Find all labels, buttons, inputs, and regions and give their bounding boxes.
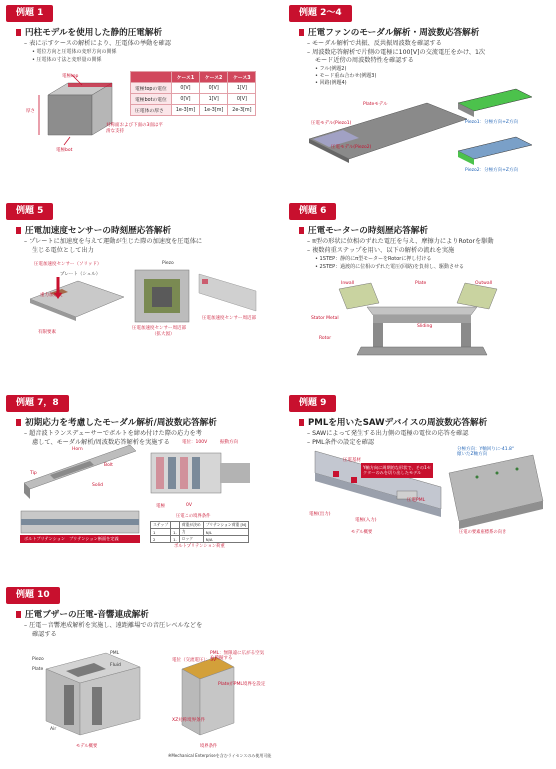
label-thickness: 厚さ — [26, 109, 35, 114]
example-2-4-sub: • モード重ね合わせ(例題3) — [315, 73, 377, 79]
example-7-8-card — [6, 395, 269, 575]
example-1-tag: 例題 1 — [6, 5, 53, 22]
label-piezo-substrate: 圧電基材 — [343, 458, 361, 463]
label-sensor-area-mesh: 圧電加速度センサー周辺部 — [202, 316, 256, 321]
example-2-4-line: – 周波数応答解析で片側の電極に100[V]の交流電圧をかけ、1次 — [307, 49, 486, 56]
example-5-tag: 例題 5 — [6, 203, 53, 220]
label-electrode-bot: 電極bot — [56, 148, 73, 153]
label-expanded: （拡大図） — [152, 332, 175, 337]
example-6-line: – 複数荷重ステップを用い、以下の解析の流れを実施 — [307, 247, 455, 254]
example-7-8-line: 慮して、モーダル解析/周波数応答解析を実施する — [32, 439, 170, 446]
license-footnote: ※Mechanical Enterpriseを含むライセンスのみ使用可能 — [168, 753, 272, 758]
label-air: Air — [50, 727, 57, 732]
label-sensor-area: 圧電加速度センサー周辺部 — [132, 326, 186, 331]
label-bolt: Bolt — [104, 463, 113, 468]
example-5-line: – プレートに加速度を与えて運動が生じた際の加速度を圧電体に — [24, 238, 203, 245]
buzzer-bc-figure — [176, 653, 238, 739]
label-electrode-output: 電極(出力) — [309, 512, 331, 517]
label-plate: Plate — [415, 281, 427, 286]
example-5-card — [6, 203, 269, 383]
label-electrode-input: 電極(入力) — [355, 518, 377, 523]
example-1-line: – 表に示すケースの解析により、圧電体の挙動を確認 — [24, 40, 171, 47]
table-header-row: ステップ 荷重が決め プリテンション荷重 [N] — [151, 522, 249, 529]
label-polarization-dir: 分極方向：Y軸回りに-41.8°傾いたZ軸方向 — [457, 447, 515, 457]
label-electrode: 電極 — [156, 504, 165, 509]
label-model-overview: モデル概要 — [351, 530, 373, 535]
label-rotor: Rotor — [319, 336, 332, 341]
example-5-title: 圧電加速度センサーの時刻歴応答解析 — [16, 224, 171, 236]
piezo1-figure — [456, 81, 536, 119]
example-9-line: – PML条件の設定を確認 — [307, 439, 375, 446]
sensor-closeup-figure — [134, 269, 190, 323]
label-piezo-bc: 圧電この境界条件 — [176, 514, 211, 519]
label-gravity: 重力加速度 — [40, 293, 63, 298]
label-horn: Horn — [72, 447, 83, 452]
example-6-line: – π型の形状に位相のずれた電圧を与え、摩擦力によりRotorを駆動 — [307, 238, 494, 245]
example-5-line: 生じる電位として出力 — [32, 247, 94, 254]
label-pml-boundary: PlateがPML境界を設定 — [218, 682, 266, 687]
label-solid: Solid — [92, 483, 103, 488]
example-2-4-sub: • 回路(例題4) — [315, 80, 347, 86]
example-9-title: PMLを用いたSAWデバイスの周波数応答解析 — [299, 416, 487, 428]
label-sliding: Sliding — [417, 324, 433, 329]
label-pml: PML — [110, 651, 120, 656]
example-9-tag: 例題 9 — [289, 395, 336, 412]
example-10-line: 確認する — [32, 631, 57, 638]
case-table — [130, 71, 256, 116]
saw-mesh-figure — [447, 453, 547, 535]
label-pretension-load: ボルトプリテンション荷重 — [174, 544, 225, 549]
example-1-sub: • 電位方向と圧電体の変形方向の関係 — [32, 49, 117, 55]
label-ac-voltage: 電位（交流電圧）：5V — [172, 658, 217, 663]
label-voltage-100v: 電位：100V — [182, 440, 208, 445]
example-6-tag: 例題 6 — [289, 203, 336, 220]
label-sensor-solid: 圧電加速度センサー（ソリッド） — [34, 262, 102, 267]
table-row: 2 1. ロック N/A — [151, 536, 249, 543]
example-7-8-tag: 例題 7，8 — [6, 395, 69, 412]
label-plate-model: Plateモデル — [363, 102, 388, 107]
label-piezo-pml: 圧電PML — [407, 498, 426, 503]
example-10-line: – 圧電－音響連成解析を実施し、遠距離場での音圧レベルなどを — [24, 622, 203, 629]
label-piezo1-model: 圧電モデル(Piezo1) — [311, 121, 352, 126]
example-2-4-title: 圧電ファンのモーダル解析・周波数応答解析 — [299, 26, 479, 38]
example-1-title: 円柱モデルを使用した静的圧電解析 — [16, 26, 162, 38]
label-stator-metal: Stator Metal — [311, 316, 339, 321]
example-7-8-title: 初期応力を考慮したモーダル解析/周波数応答解析 — [16, 416, 217, 428]
piezo2-figure — [456, 129, 536, 167]
saw-device-figure — [311, 447, 447, 539]
example-7-8-line: – 超音波トランスデューサーでボルトを締め付けた際の応力を考 — [24, 430, 202, 437]
label-fixed-faces: 対称面および下面の3面は平滑な支持 — [106, 123, 163, 134]
label-electrode-top: 電極top — [62, 74, 79, 79]
example-6-sub: • 2STEP：過渡的に位相のずれた電圧(回路)を負荷し、駆動させる — [315, 264, 465, 270]
example-6-card — [289, 203, 552, 383]
example-9-line: – SAWによって発生する出力側の電極の電位の応答を確認 — [307, 430, 469, 437]
label-mesh: 有限要素 — [38, 330, 56, 335]
label-plate: Plate — [32, 667, 44, 672]
bolt-section-figure — [20, 507, 140, 535]
label-vibration-axis: 振動方向 — [220, 440, 238, 445]
table-row: 圧電体の厚さ 1e-3[m] 1e-3[m] 2e-3[m] — [131, 105, 256, 116]
example-2-4-tag: 例題 2〜4 — [289, 5, 352, 22]
label-piezo: Piezo — [162, 261, 174, 266]
label-piezo2-polarization: Piezo2：分極方向+Z方向 — [465, 168, 518, 173]
table-row: 1 1. 力 N/L — [151, 529, 249, 536]
bolt-pretension-bar: ボルトプリテンション プリテンション断面を定義 — [20, 535, 140, 543]
example-10-card — [6, 587, 272, 767]
label-piezo2-model: 圧電モデル(Piezo2) — [331, 145, 372, 150]
label-voltage-0v: 0V — [186, 503, 192, 508]
piezo-fan-figure — [307, 87, 472, 167]
example-2-4-sub: • フル(例題2) — [315, 66, 347, 72]
pretension-table — [150, 521, 249, 543]
example-9-card — [289, 395, 552, 575]
label-tip: Tip — [30, 471, 37, 476]
label-symmetry-bc: XZ対称境界条件 — [172, 718, 206, 723]
label-outwall: Outwall — [475, 281, 493, 286]
table-row: 電極topの電位 0[V] 0[V] 1[V] — [131, 83, 256, 94]
example-6-title: 圧電モーターの時刻歴応答解析 — [299, 224, 428, 236]
label-piezo1-polarization: Piezo1：分極方向+Z方向 — [465, 120, 518, 125]
example-1-sub: • 圧電体の寸法と変形量の関係 — [32, 57, 102, 63]
label-buzzer-model: モデル概要 — [76, 744, 98, 749]
label-element-coords: 圧電の要素座標系の向き — [459, 530, 507, 535]
example-2-4-card — [289, 5, 552, 185]
label-boundary-conditions: 境界条件 — [200, 744, 218, 749]
label-plate-shell: プレート（シェル） — [60, 272, 101, 277]
cylinder-model-figure — [34, 75, 126, 155]
label-pml-infinite: PML：無限遠に広がる空気を模擬する — [210, 651, 265, 661]
example-1-card — [6, 5, 269, 185]
example-10-title: 圧電ブザーの圧電-音響連成解析 — [16, 608, 149, 620]
label-model-note: Y軸方向に周期的な形状で、その1セクターのみを切り出したモデル — [361, 463, 433, 478]
table-header-row: ケース1 ケース2 ケース3 — [131, 72, 256, 83]
table-row: 電極botの電位 0[V] 1[V] 0[V] — [131, 94, 256, 105]
example-6-sub: • 1STEP：静的にπ型モーターをRotorに押し付ける — [315, 256, 432, 262]
label-piezo: Piezo — [32, 657, 44, 662]
pi-motor-figure — [337, 281, 507, 361]
example-10-tag: 例題 10 — [6, 587, 60, 604]
label-fluid: Fluid — [110, 663, 121, 668]
label-inwall: Inwall — [341, 281, 355, 286]
example-2-4-line: – モーダル解析で共振、反共振周波数を確認する — [307, 40, 442, 47]
example-2-4-line: モード近傍の周波数特性を確認する — [315, 57, 414, 64]
piezo-stack-figure — [150, 443, 254, 503]
sensor-mesh-figure — [198, 273, 258, 313]
